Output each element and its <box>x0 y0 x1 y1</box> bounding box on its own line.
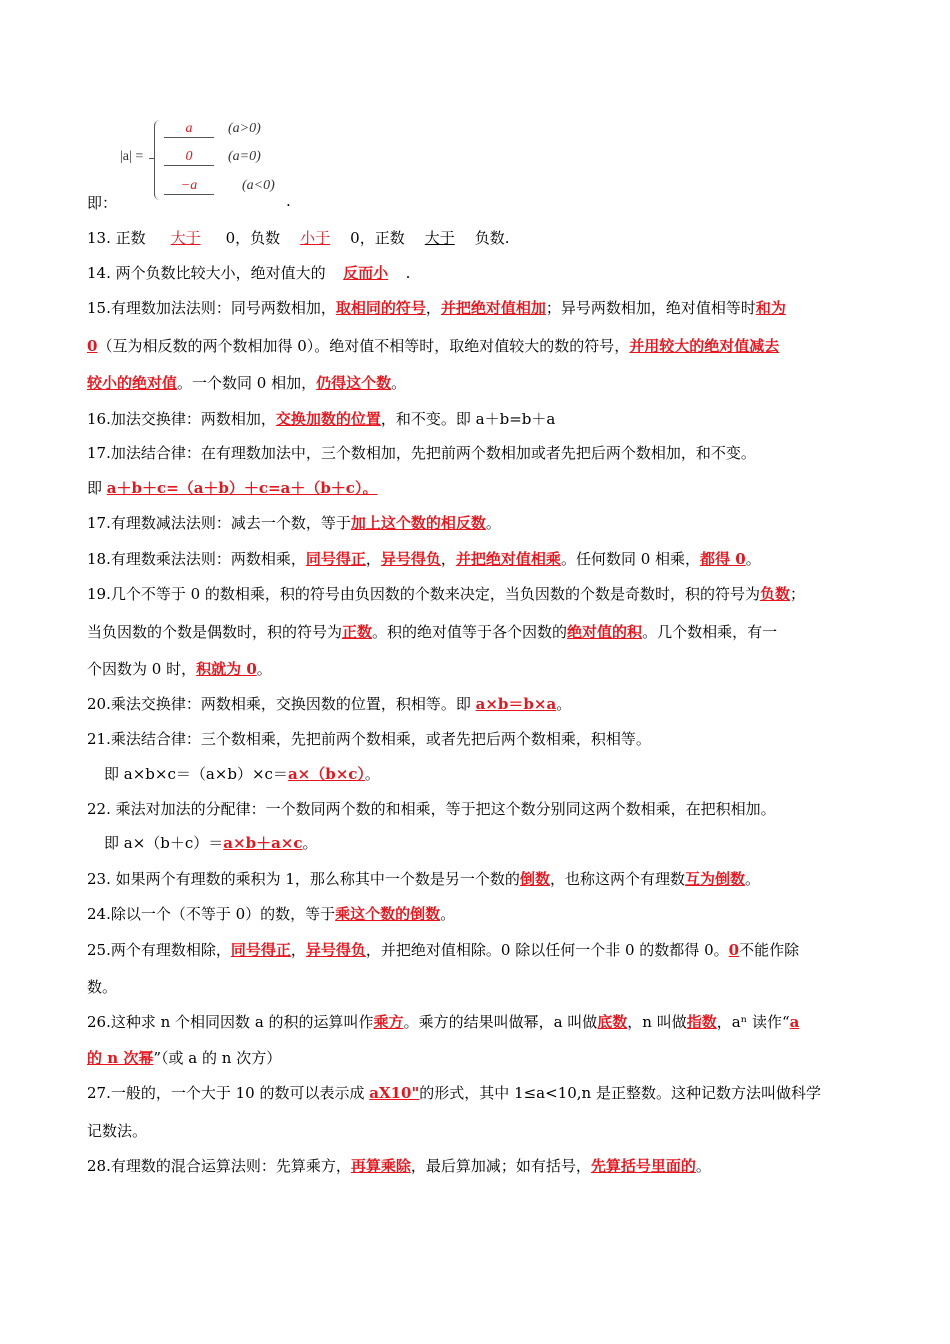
text-segment: 27.一般的，一个大于 10 的数可以表示成 <box>87 1084 370 1102</box>
item-18 <box>87 548 761 570</box>
text-segment: 21.乘法结合律：三个数相乘，先把前两个数相乘，或者先把后两个数相乘，积相等。 <box>87 730 651 748</box>
answer-text: aX10" <box>369 1084 420 1102</box>
text-segment: 。 <box>440 905 456 923</box>
item-24 <box>87 903 455 925</box>
text-segment: 。 <box>745 550 761 568</box>
answer-text: 乘方 <box>373 1013 404 1031</box>
text-segment: 的形式，其中 1≤a<10,n 是正整数。这种记数方法叫做科学 <box>419 1084 821 1102</box>
answer-text: 0 <box>87 337 98 355</box>
text-segment: 即 a×（b＋c）＝ <box>104 834 224 852</box>
item-14 <box>87 262 410 284</box>
answer-text: 都得 0 <box>700 550 746 568</box>
text-segment: ， <box>290 941 306 959</box>
item-27-line1 <box>87 1082 821 1104</box>
text-segment: 。一个数同 0 相加， <box>177 374 317 392</box>
blank-answer: 大于 <box>424 229 455 247</box>
text-segment: 14. 两个负数比较大小，绝对值大的 <box>87 264 326 282</box>
answer-text: 并把绝对值相加 <box>440 299 546 317</box>
text-segment: 负数. <box>474 229 510 247</box>
answer-text: a×（b×c） <box>287 765 365 783</box>
answer-text: 的 n 次幂 <box>87 1049 154 1067</box>
text-segment: 。 <box>302 834 318 852</box>
text-segment: 。任何数同 0 相乘， <box>560 550 701 568</box>
text-segment: ， <box>365 550 381 568</box>
answer-text: 较小的绝对值 <box>87 374 178 392</box>
item-17-line1 <box>87 442 756 464</box>
answer-text: 底数 <box>597 1013 628 1031</box>
case-value: a <box>164 121 214 138</box>
formula-prefix: 即： <box>87 194 118 212</box>
formula-lhs: |a| = <box>120 149 144 164</box>
answer-text: 和为 <box>755 299 786 317</box>
case-value: 0 <box>164 149 214 166</box>
blank-answer: 反而小 <box>343 264 389 282</box>
text-segment: 。 <box>391 374 407 392</box>
answer-text: 0 <box>728 941 740 959</box>
text-segment: 0，正数 <box>350 229 405 247</box>
answer-text: 异号得负 <box>380 550 441 568</box>
answer-text: 加上这个数的相反数 <box>350 514 486 532</box>
item-21-line1 <box>87 728 651 750</box>
text-segment: . <box>405 264 411 282</box>
text-segment: ，aⁿ 读作“ <box>716 1013 790 1031</box>
answer-text: 异号得负 <box>305 941 366 959</box>
text-segment: 记数法。 <box>87 1122 148 1140</box>
answer-text: 负数 <box>759 585 790 603</box>
text-segment: 个因数为 0 时， <box>87 660 197 678</box>
answer-text: 再算乘除 <box>350 1157 411 1175</box>
text-segment: 17.加法结合律：在有理数加法中，三个数相加，先把前两个数相加或者先把后两个数相加，和不变。 <box>87 444 756 462</box>
text-segment: 不能作除 <box>739 941 800 959</box>
item-19-line1 <box>87 583 805 605</box>
text-segment: ，最后算加减；如有括号， <box>410 1157 591 1175</box>
text-segment: 17.有理数减法法则：减去一个数，等于 <box>87 514 351 532</box>
text-segment: 20.乘法交换律：两数相乘，交换因数的位置，积相等。即 <box>87 695 476 713</box>
item-20 <box>87 693 571 715</box>
text-segment: ， <box>425 299 441 317</box>
answer-text: 交换加数的位置 <box>275 410 381 428</box>
answer-text: 互为倒数 <box>684 870 745 888</box>
text-segment: ，和不变。即 a＋b=b＋a <box>380 410 556 428</box>
text-segment: 18.有理数乘法法则：两数相乘， <box>87 550 306 568</box>
text-segment: 。 <box>364 765 380 783</box>
text-segment: ； <box>789 585 805 603</box>
answer-text: 绝对值的积 <box>567 623 643 641</box>
text-segment: 数。 <box>87 978 118 996</box>
case-value: −a <box>164 178 214 195</box>
answer-text: 乘这个数的倒数 <box>335 905 441 923</box>
answer-text: 仍得这个数 <box>316 374 392 392</box>
text-segment: 19.几个不等于 0 的数相乘，积的符号由负因数的个数来决定，当负因数的个数是奇数时，积的符号为 <box>87 585 760 603</box>
answer-text: 先算括号里面的 <box>590 1157 696 1175</box>
text-segment: （互为相反数的两个数相加得 0）。绝对值不相等时，取绝对值较大的数的符号， <box>97 337 630 355</box>
answer-text: 并用较大的绝对值减去 <box>629 337 780 355</box>
item-25-line1 <box>87 939 799 961</box>
text-segment: ， <box>440 550 456 568</box>
item-13 <box>87 227 510 249</box>
answer-text: 取相同的符号 <box>335 299 426 317</box>
case-condition: (a=0) <box>228 149 261 164</box>
item-21-line2 <box>104 763 380 785</box>
text-segment: 0，负数 <box>225 229 281 247</box>
item-19-line3 <box>87 658 272 680</box>
item-26-line2 <box>87 1047 281 1069</box>
text-segment: 即 a×b×c＝（a×b）×c＝ <box>104 765 288 783</box>
item-27-line2 <box>87 1120 147 1142</box>
text-segment: 25.两个有理数相除， <box>87 941 231 959</box>
text-segment: 。 <box>744 870 760 888</box>
text-segment: ”（或 a 的 n 次方） <box>153 1049 282 1067</box>
item-26-line1 <box>87 1011 799 1033</box>
text-segment: 。 <box>256 660 272 678</box>
text-segment: ，并把绝对值相除。0 除以任何一个非 0 的数都得 0。 <box>365 941 729 959</box>
text-segment: ；异号两数相加，绝对值相等时 <box>545 299 756 317</box>
answer-text: a＋b＋c=（a＋b）＋c=a＋（b＋c）。 <box>106 479 378 497</box>
text-segment: 。 <box>485 514 501 532</box>
text-segment: 。乘方的结果叫做幂，a 叫做 <box>403 1013 598 1031</box>
blank-answer: 小于 <box>300 229 331 247</box>
item-16 <box>87 408 555 430</box>
text-segment: 26.这种求 n 个相同因数 a 的积的运算叫作 <box>87 1013 374 1031</box>
text-segment: 24.除以一个（不等于 0）的数，等于 <box>87 905 336 923</box>
absolute-value-formula <box>118 112 298 212</box>
answer-text: 同号得正 <box>305 550 366 568</box>
case-condition: (a<0) <box>242 178 275 193</box>
text-segment: 22. 乘法对加法的分配律：一个数同两个数的和相乘，等于把这个数分别同这两个数相乘，在把积相加。 <box>87 800 776 818</box>
text-segment: ，也称这两个有理数 <box>549 870 685 888</box>
item-15-line2 <box>87 335 779 357</box>
text-segment: 。几个数相乘，有一 <box>642 623 778 641</box>
item-28 <box>87 1155 711 1177</box>
answer-text: 指数 <box>686 1013 717 1031</box>
text-segment: 当负因数的个数是偶数时，积的符号为 <box>87 623 343 641</box>
case-condition: (a>0) <box>228 121 261 136</box>
answer-text: 同号得正 <box>230 941 291 959</box>
brace <box>154 120 163 200</box>
answer-text: 积就为 0 <box>196 660 257 678</box>
item-22-line2 <box>104 832 318 854</box>
item-15-line3 <box>87 372 406 394</box>
answer-text: a×b＝b×a <box>475 695 557 713</box>
item-25-line2 <box>87 976 117 998</box>
item-17-line2 <box>87 477 377 499</box>
text-segment: 。 <box>695 1157 711 1175</box>
text-segment: 。 <box>556 695 572 713</box>
text-segment: 即 <box>87 479 107 497</box>
text-segment: 23. 如果两个有理数的乘积为 1，那么称其中一个数是另一个数的 <box>87 870 520 888</box>
text-segment: 16.加法交换律：两数相加， <box>87 410 276 428</box>
item-15-line1 <box>87 297 786 319</box>
formula-suffix: . <box>286 192 291 210</box>
text-segment: 。积的绝对值等于各个因数的 <box>372 623 568 641</box>
answer-text: a <box>789 1013 800 1031</box>
item-22-line1 <box>87 798 776 820</box>
item-17-subtraction <box>87 512 501 534</box>
text-segment: 15.有理数加法法则：同号两数相加， <box>87 299 336 317</box>
text-segment: ，n 叫做 <box>627 1013 687 1031</box>
text-segment: 13. 正数 <box>87 229 146 247</box>
item-23 <box>87 868 760 890</box>
blank-answer: 大于 <box>170 229 201 247</box>
item-19-line2 <box>87 621 777 643</box>
answer-text: 并把绝对值相乘 <box>455 550 561 568</box>
answer-text: 正数 <box>342 623 373 641</box>
answer-text: a×b＋a×c <box>223 834 303 852</box>
text-segment: 28.有理数的混合运算法则：先算乘方， <box>87 1157 351 1175</box>
answer-text: 倒数 <box>519 870 550 888</box>
